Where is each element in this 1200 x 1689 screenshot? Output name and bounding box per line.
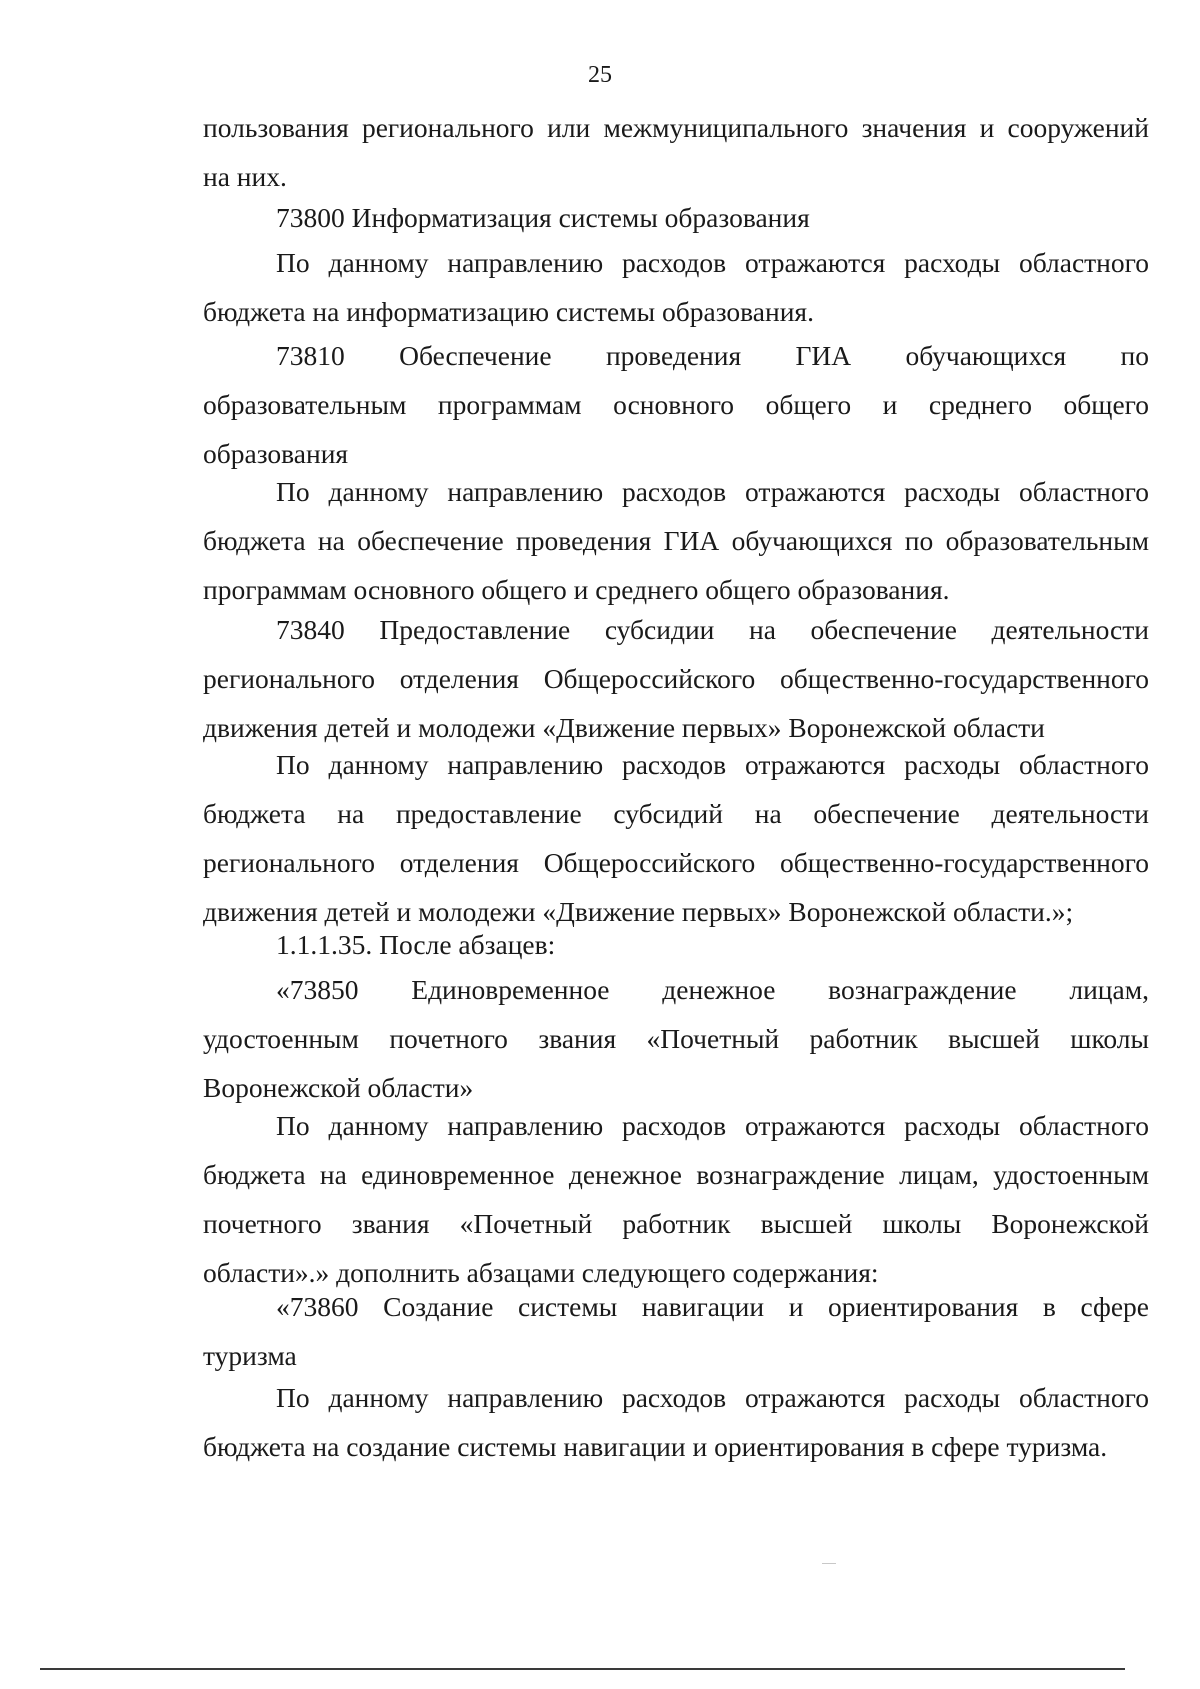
text-line: бюджета на предоставление субсидий на обеспечение деятельности: [203, 798, 1149, 829]
paragraph: [203, 1282, 1149, 1380]
text-line: бюджета на единовременное денежное вознаграждение лицам, удостоенным: [203, 1159, 1149, 1190]
text-line: на них.: [203, 161, 287, 192]
section-heading: Воронежской области»: [203, 1072, 474, 1103]
text-line: почетного звания «Почетный работник высшей школы Воронежской: [203, 1208, 1149, 1239]
text-line: бюджета на создание системы навигации и ориентирования в сфере туризма.: [203, 1431, 1108, 1462]
text-line: области».» дополнить абзацами следующего содержания:: [203, 1257, 879, 1288]
paragraph: [203, 920, 1149, 969]
text-line: По данному направлению расходов отражаются расходы областного: [276, 1382, 1149, 1413]
text-line: По данному направлению расходов отражаются расходы областного: [276, 247, 1149, 278]
paragraph: [203, 1101, 1149, 1297]
text-line: По данному направлению расходов отражаются расходы областного: [276, 749, 1149, 780]
scan-artifact: [822, 1563, 836, 1564]
section-heading: движения детей и молодежи «Движение первых» Воронежской области: [203, 712, 1045, 743]
section-heading: туризма: [203, 1340, 297, 1371]
section-heading: 73840 Предоставление субсидии на обеспечение деятельности: [276, 614, 1149, 645]
bottom-rule: [40, 1668, 1125, 1670]
text-line: пользования регионального или межмуниципального значения и сооружений: [203, 112, 1149, 143]
paragraph: [203, 103, 1149, 201]
paragraph: [203, 331, 1149, 478]
paragraph: [203, 238, 1149, 336]
section-heading: «73850 Единовременное денежное вознаграждение лицам,: [276, 974, 1149, 1005]
section-heading: «73860 Создание системы навигации и ориентирования в сфере: [276, 1291, 1149, 1322]
text-line: бюджета на информатизацию системы образования.: [203, 296, 814, 327]
section-heading: образования: [203, 438, 349, 469]
section-heading: удостоенным почетного звания «Почетный работник высшей школы: [203, 1023, 1149, 1054]
paragraph: [203, 965, 1149, 1112]
section-heading: регионального отделения Общероссийского общественно-государственного: [203, 663, 1149, 694]
paragraph: [203, 1373, 1149, 1471]
section-heading: образовательным программам основного общего и среднего общего: [203, 389, 1149, 420]
text-line: движения детей и молодежи «Движение первых» Воронежской области.»;: [203, 896, 1074, 927]
text-line: 1.1.1.35. После абзацев:: [276, 929, 556, 960]
paragraph: [203, 740, 1149, 936]
paragraph: [203, 193, 1149, 242]
paragraph: [203, 605, 1149, 752]
page-number: 25: [588, 62, 612, 88]
text-line: По данному направлению расходов отражаются расходы областного: [276, 1110, 1149, 1141]
text-line: бюджета на обеспечение проведения ГИА обучающихся по образовательным: [203, 525, 1149, 556]
text-line: регионального отделения Общероссийского общественно-государственного: [203, 847, 1149, 878]
section-heading: 73800 Информатизация системы образования: [276, 202, 810, 233]
section-heading: 73810 Обеспечение проведения ГИА обучающихся по: [276, 340, 1149, 371]
paragraph: [203, 467, 1149, 614]
text-line: программам основного общего и среднего общего образования.: [203, 574, 950, 605]
text-line: По данному направлению расходов отражаются расходы областного: [276, 476, 1149, 507]
